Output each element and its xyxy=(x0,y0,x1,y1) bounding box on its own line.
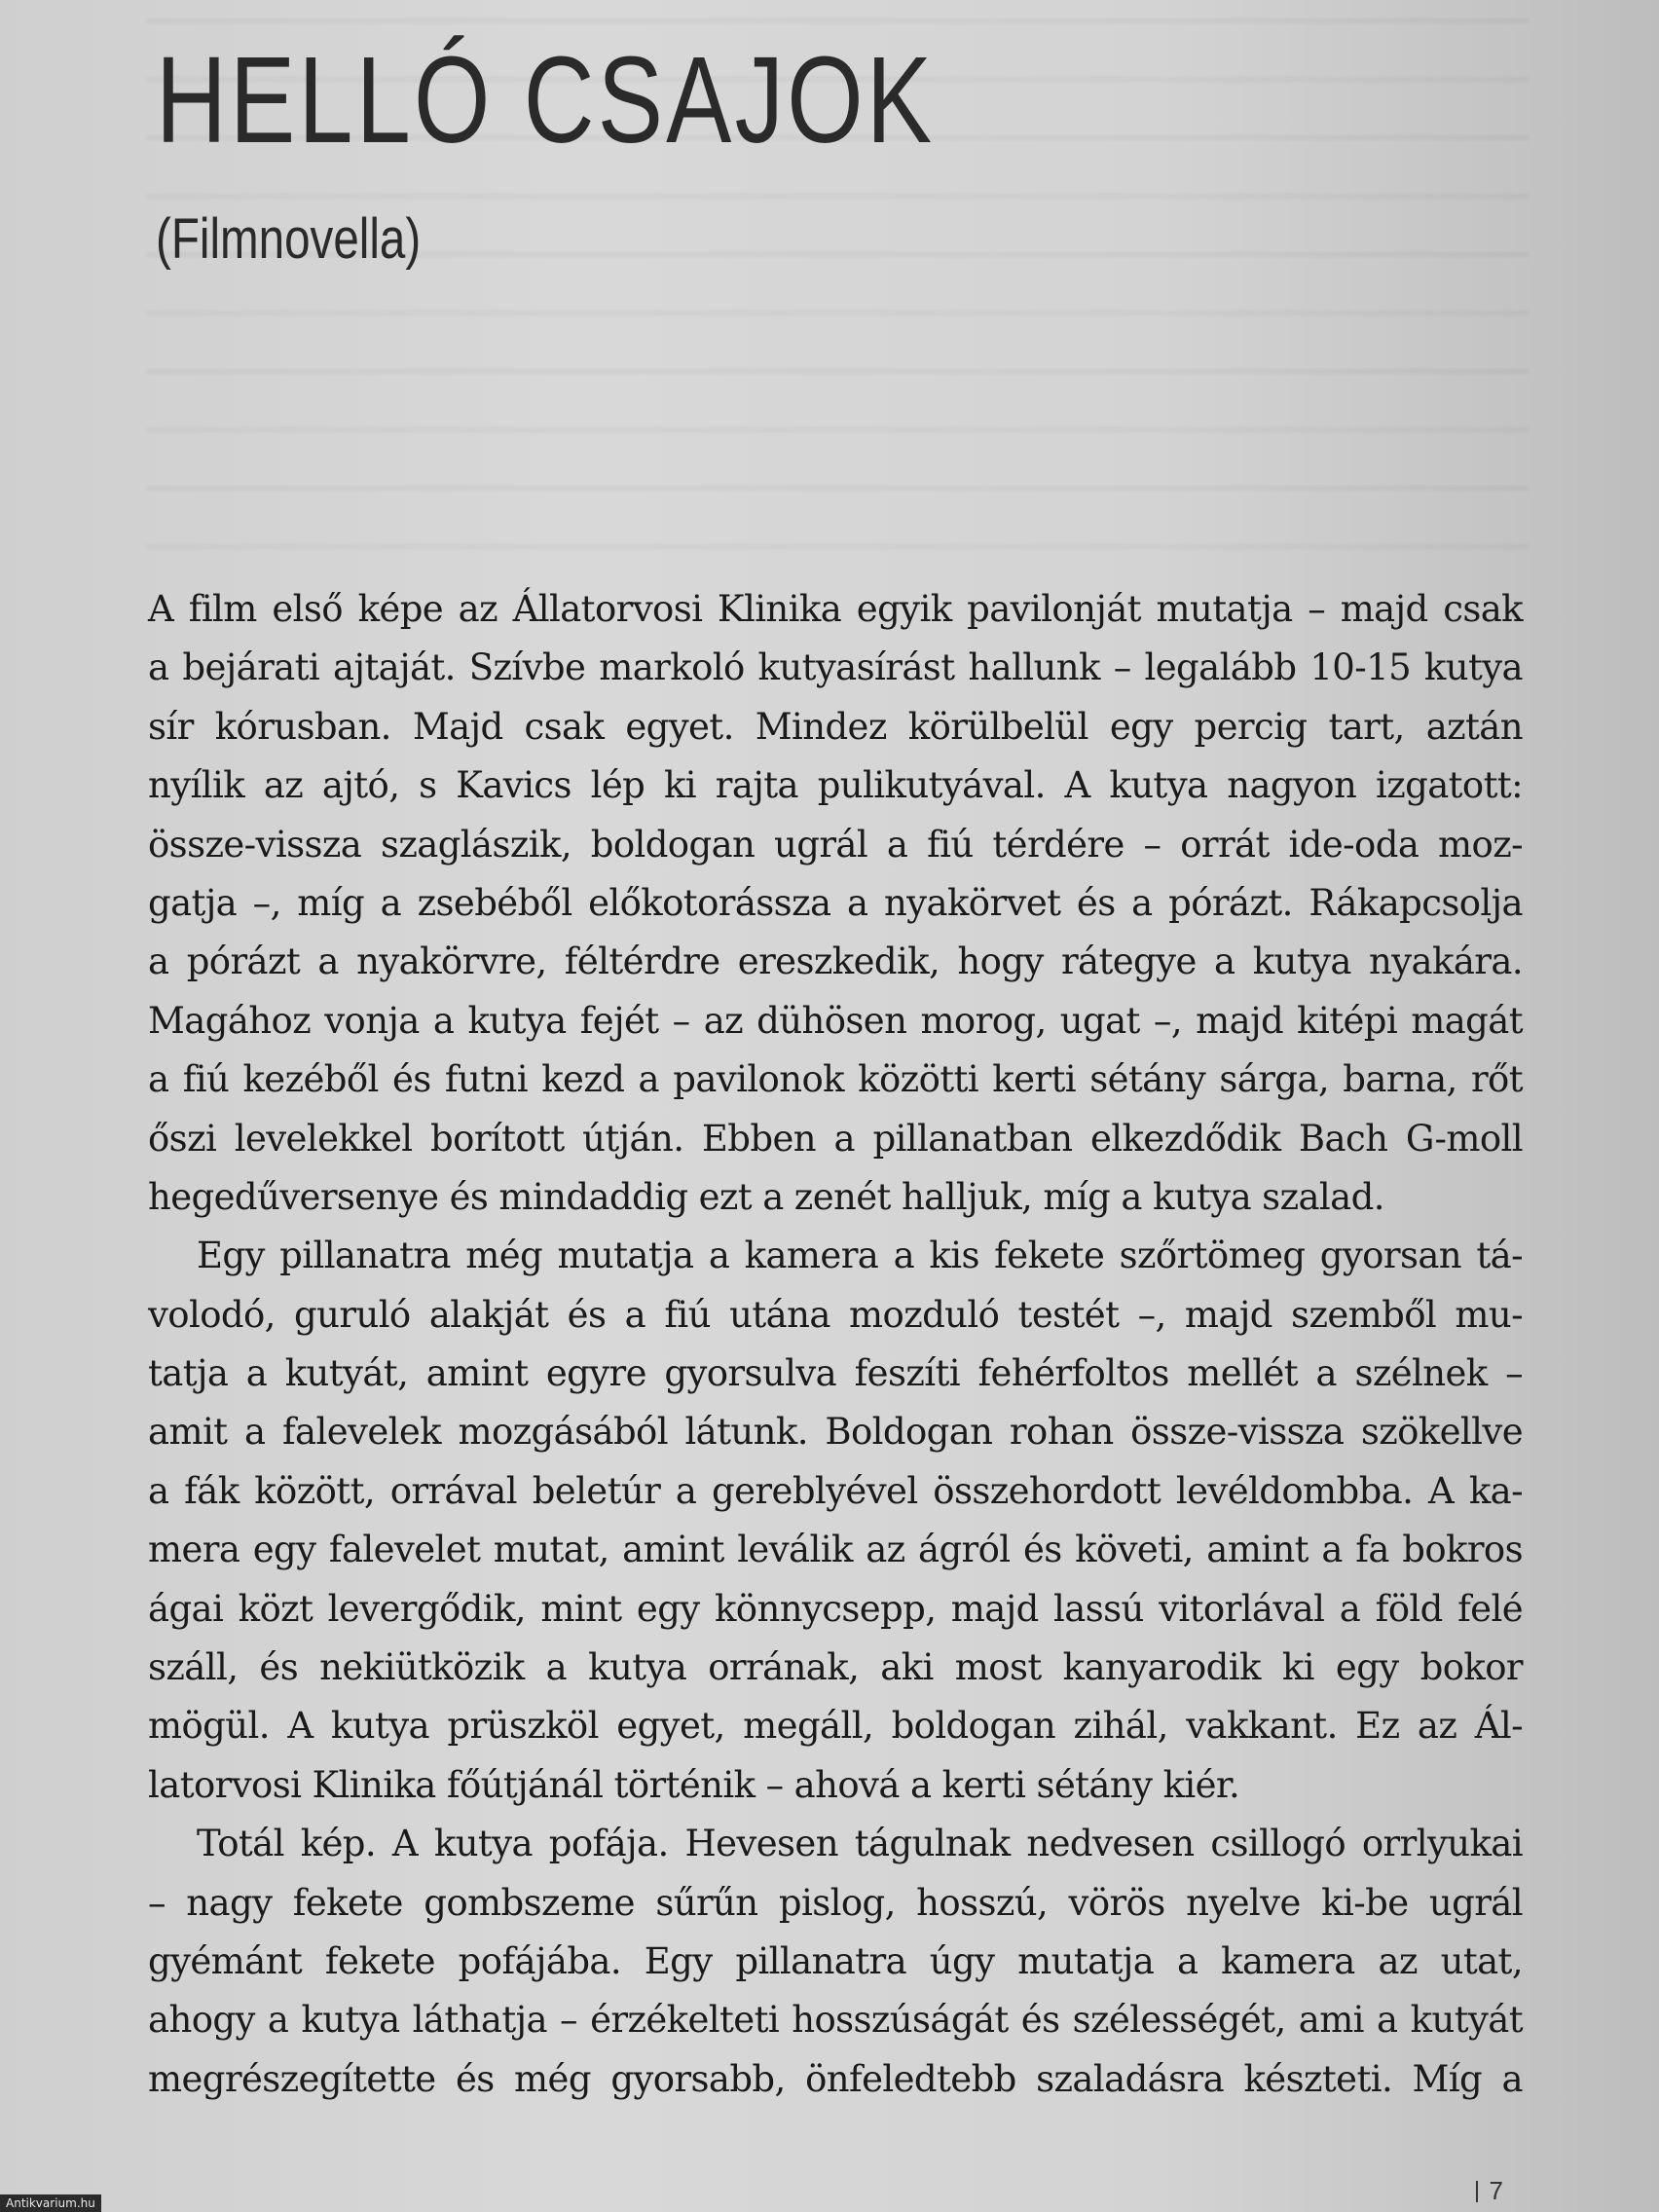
text-line: mera egy falevelet mutat, amint leválik az ágról és követi, amint a fa bokros xyxy=(148,1529,1523,1571)
text-line: száll, és nekiütközik a kutya orrának, aki most kanyarodik ki egy bokor xyxy=(148,1646,1523,1689)
text-line: megrészegítette és még gyorsabb, önfeledtebb szaladásra készteti. Míg a xyxy=(148,2057,1523,2100)
text-line: volodó, guruló alakját és a fiú utána mozduló testét –, majd szemből mu- xyxy=(148,1293,1523,1336)
page-subtitle: (Filmnovella) xyxy=(156,207,422,271)
text-line: a bejárati ajtaját. Szívbe markoló kutyasírást hallunk – legalább 10-15 kutya xyxy=(148,646,1523,689)
page-number xyxy=(1476,2176,1503,2206)
text-line: gatja –, míg a zsebéből előkotorássza a nyakörvet és a pórázt. Rákapcsolja xyxy=(148,881,1523,924)
text-line: Totál kép. A kutya pofája. Hevesen tágulnak nedvesen csillogó orrlyukai xyxy=(197,1823,1523,1865)
paragraph xyxy=(148,580,1523,1227)
text-line: amit a falevelek mozgásából látunk. Boldogan rohan össze-vissza szökellve xyxy=(148,1411,1523,1454)
text-line: Magához vonja a kutya fejét – az dühösen morog, ugat –, majd kitépi magát xyxy=(148,999,1523,1042)
watermark: Antikvarium.hu xyxy=(0,2194,101,2212)
text-line: A film első képe az Állatorvosi Klinika egyik pavilonját mutatja – majd csak xyxy=(148,588,1523,630)
page-number-value: 7 xyxy=(1489,2176,1503,2205)
text-line: gyémánt fekete pofájába. Egy pillanatra úgy mutatja a kamera az utat, xyxy=(148,1939,1523,1982)
body-text xyxy=(148,580,1523,2109)
text-line: tatja a kutyát, amint egyre gyorsulva feszíti fehérfoltos mellét a szélnek – xyxy=(148,1352,1523,1395)
text-line: sír kórusban. Majd csak egyet. Mindez körülbelül egy percig tart, aztán xyxy=(148,705,1523,748)
text-line: ahogy a kutya láthatja – érzékelteti hosszúságát és szélességét, ami a kutyát xyxy=(148,1999,1523,2042)
text-line: Egy pillanatra még mutatja a kamera a kis fekete szőrtömeg gyorsan tá- xyxy=(197,1235,1523,1277)
page-number-divider xyxy=(1476,2181,1478,2202)
text-line: őszi levelekkel borított útján. Ebben a pillanatban elkezdődik Bach G-moll xyxy=(148,1117,1523,1160)
text-line: latorvosi Klinika főútjánál történik – ahová a kerti sétány kiér. xyxy=(148,1763,1240,1806)
text-line: hegedűversenye és mindaddig ezt a zenét halljuk, míg a kutya szalad. xyxy=(148,1175,1384,1218)
text-line: mögül. A kutya prüszköl egyet, megáll, boldogan zihál, vakkant. Ez az Ál- xyxy=(148,1705,1523,1748)
text-line: – nagy fekete gombszeme sűrűn pislog, hosszú, vörös nyelve ki-be ugrál xyxy=(148,1881,1523,1924)
text-line: össze-vissza szaglászik, boldogan ugrál a fiú térdére – orrát ide-oda moz- xyxy=(148,823,1523,866)
text-line: a fiú kezéből és futni kezd a pavilonok közötti kerti sétány sárga, barna, rőt xyxy=(148,1058,1523,1101)
text-line: a pórázt a nyakörvre, féltérdre ereszkedik, hogy rátegye a kutya nyakára. xyxy=(148,940,1523,983)
text-line: a fák között, orrával beletúr a gereblyével összehordott levéldombba. A ka- xyxy=(148,1469,1523,1512)
text-line: nyílik az ajtó, s Kavics lép ki rajta pulikutyával. A kutya nagyon izgatott: xyxy=(148,764,1523,807)
paragraph xyxy=(148,1227,1523,1815)
paragraph xyxy=(148,1815,1523,2109)
text-line: ágai közt levergődik, mint egy könnycsepp, majd lassú vitorlával a föld felé xyxy=(148,1587,1523,1630)
page-title: HELLÓ CSAJOK xyxy=(156,31,936,168)
